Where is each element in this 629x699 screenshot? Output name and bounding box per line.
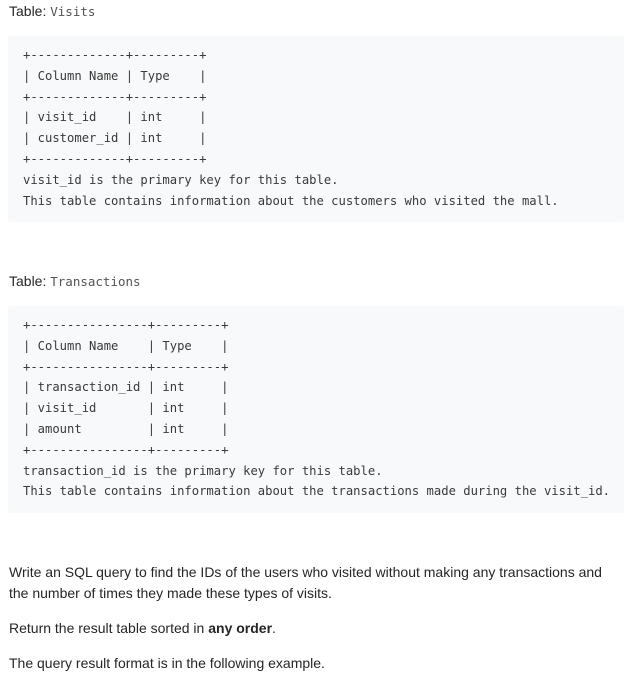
table2-heading bbox=[9, 271, 141, 292]
code-line: | transaction_id | int | bbox=[23, 380, 229, 395]
table1-schema bbox=[23, 45, 609, 211]
code-line: +----------------+---------+ bbox=[23, 318, 229, 332]
code-line: | Column Name | Type | bbox=[23, 338, 229, 353]
table1-code-block bbox=[8, 36, 624, 222]
problem-statement: Write an SQL query to find the IDs of the users who visited without making any transactions and the number of times they made these types of visits. bbox=[9, 564, 602, 601]
table2-schema bbox=[23, 315, 609, 502]
code-line: | visit_id | int | bbox=[23, 110, 207, 125]
order-instruction-bold: any order bbox=[208, 620, 273, 636]
code-line: visit_id is the primary key for this table. bbox=[23, 172, 339, 187]
order-instruction-suffix: . bbox=[272, 620, 276, 636]
code-line: This table contains information about the customers who visited the mall. bbox=[23, 193, 559, 208]
code-line: +-------------+---------+ bbox=[23, 48, 207, 62]
table1-heading bbox=[9, 1, 95, 22]
code-line: | Column Name | Type | bbox=[23, 68, 207, 83]
table2-heading-prefix: Table: bbox=[9, 273, 47, 289]
code-line: +----------------+---------+ bbox=[23, 442, 229, 457]
order-instruction-prefix: Return the result table sorted in bbox=[9, 620, 205, 636]
code-line: | amount | int | bbox=[23, 421, 229, 436]
table2-name: Transactions bbox=[50, 274, 141, 289]
code-line: +-------------+---------+ bbox=[23, 89, 207, 104]
order-instruction bbox=[9, 618, 276, 639]
code-line: | customer_id | int | bbox=[23, 131, 207, 146]
code-line: +----------------+---------+ bbox=[23, 359, 229, 374]
format-note: The query result format is in the following example. bbox=[9, 655, 325, 671]
code-line: | visit_id | int | bbox=[23, 401, 229, 416]
code-line: +-------------+---------+ bbox=[23, 151, 207, 166]
code-line: This table contains information about the transactions made during the visit_id. bbox=[23, 484, 610, 499]
code-line: transaction_id is the primary key for this table. bbox=[23, 463, 383, 478]
table1-name: Visits bbox=[50, 4, 96, 19]
table1-heading-prefix: Table: bbox=[9, 3, 47, 19]
table2-code-block bbox=[8, 306, 624, 513]
